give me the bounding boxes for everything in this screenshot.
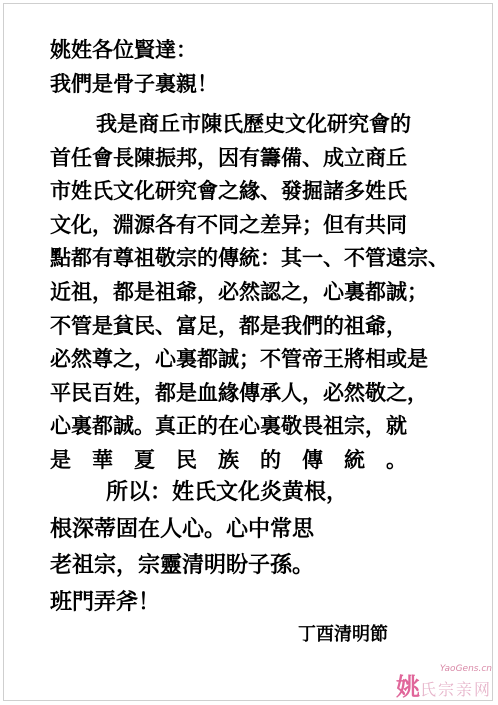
site-watermark	[366, 664, 494, 704]
body-line: 市姓氏文化研究會之緣、發掘諸多姓氏	[50, 178, 407, 204]
watermark-yao: 姚	[395, 673, 420, 701]
poem-line: 所以：姓氏文化炎黄根，	[106, 479, 349, 505]
watermark-text: 氏宗亲网	[419, 680, 492, 699]
poem-line: 根深蒂固在人心。心中常思	[50, 515, 315, 542]
greeting-line: 我們是骨子裏親！	[50, 71, 218, 96]
body-line: 我是商丘市陳氏歷史文化研究會的	[96, 111, 411, 136]
body-line: 是 華 夏 民 族 的 傳 統 。	[50, 446, 407, 472]
signature-date: 丁酉清明節	[298, 624, 388, 645]
body-line: 點都有尊祖敬宗的傳統：其一、不管遠宗、	[50, 245, 449, 271]
body-line: 不管是貧民、富足，都是我們的祖爺，	[50, 312, 407, 338]
body-line: 文化，淵源各有不同之差异；但有共同	[50, 211, 407, 237]
body-line: 首任會長陳振邦，因有籌備、成立商丘	[50, 144, 407, 170]
watermark-url: YaoGens.cn	[439, 664, 492, 674]
poem-line: 老祖宗，宗靈清明盼子孫。	[50, 552, 315, 578]
watermark-logo	[396, 667, 492, 702]
body-line: 心裏都誠。真正的在心裏敬畏祖宗，就	[50, 413, 407, 439]
body-line: 近祖，都是祖爺，必然認之，心裏都誠；	[50, 278, 428, 304]
body-line: 平民百姓，都是血緣傳承人，必然敬之，	[50, 379, 428, 405]
poem-line: 班門弄斧！	[50, 588, 161, 615]
greeting-line: 姚姓各位賢達：	[50, 37, 197, 62]
body-line: 必然尊之，心裏都誠；不管帝王將相或是	[50, 346, 428, 372]
poem	[50, 474, 470, 620]
letter-body	[50, 107, 470, 477]
